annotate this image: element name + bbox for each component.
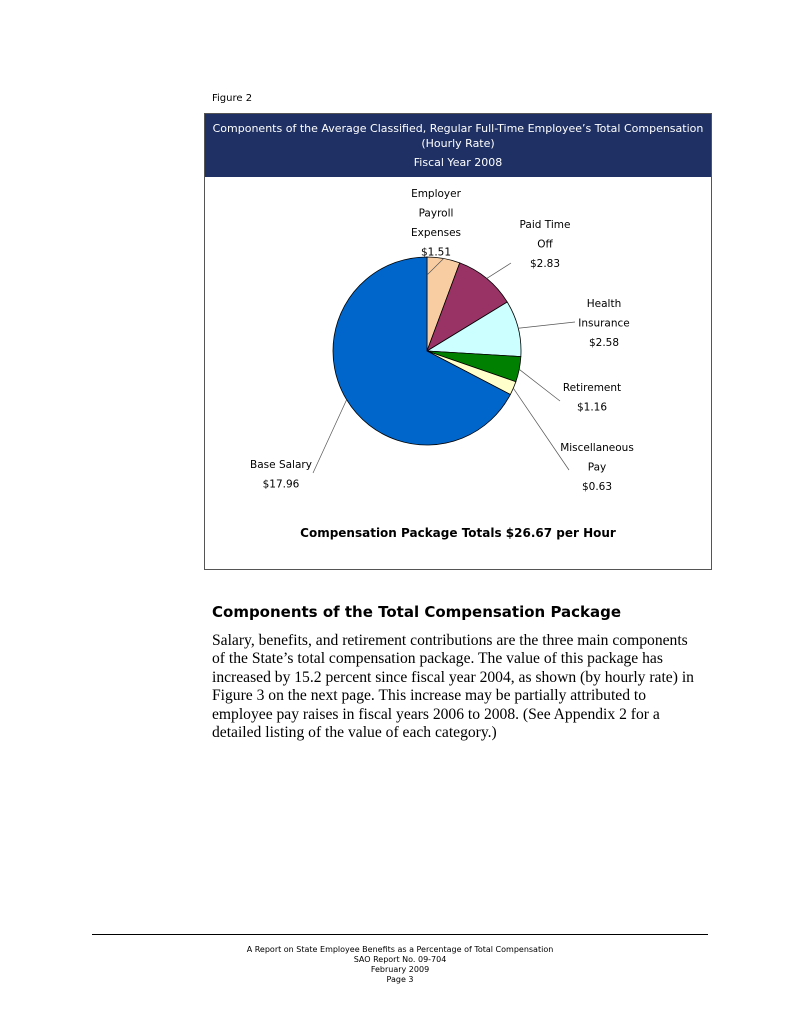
footer-page-number: Page 3 — [386, 975, 414, 984]
slice-value-label: $2.58 — [588, 337, 620, 349]
section-heading: Components of the Total Compensation Package — [212, 603, 622, 621]
leader-line — [487, 263, 511, 278]
slice-category-label: Expenses — [410, 227, 462, 239]
paragraph-line: increased by 15.2 percent since fiscal year 2004, as shown (by hourly rate) in — [212, 668, 694, 686]
paragraph-line: of the State’s total compensation package. The value of this package has — [212, 650, 663, 668]
slice-category-label: Miscellaneous — [560, 442, 634, 454]
figure-title-sub: (Hourly Rate) — [421, 137, 495, 150]
slice-category-label: Pay — [587, 461, 607, 474]
paragraph-line: Figure 3 on the next page. This increase may be partially attributed to — [212, 687, 647, 705]
slice-value-label: $0.63 — [581, 481, 613, 493]
paragraph-line: employee pay raises in fiscal years 2006 to 2008. (See Appendix 2 for a — [212, 705, 660, 723]
body-paragraph — [212, 632, 712, 742]
slice-value-label: $1.51 — [420, 246, 452, 259]
figure-box — [204, 113, 712, 570]
slice-value-label: $2.83 — [529, 258, 561, 270]
footer-rule — [92, 934, 708, 935]
paragraph-line: Salary, benefits, and retirement contributions are the three main components — [212, 632, 688, 649]
slice-category-label: Retirement — [562, 382, 622, 394]
figure-label: Figure 2 — [212, 93, 253, 104]
slice-value-label: $17.96 — [262, 478, 300, 491]
leader-line — [513, 388, 569, 470]
footer-date: February 2009 — [370, 965, 430, 974]
slice-category-label: Paid Time — [519, 219, 571, 231]
slice-category-label: Base Salary — [250, 459, 312, 471]
figure-title: Components of the Average Classified, Regular Full-Time Employee’s Total Compensation — [212, 122, 704, 135]
figure-subtitle: Fiscal Year 2008 — [413, 156, 503, 169]
leader-line — [519, 369, 560, 401]
slice-value-label: $1.16 — [576, 401, 608, 414]
page-footer — [0, 945, 800, 985]
slice-category-label: Off — [537, 238, 553, 251]
slice-category-label: Employer — [411, 188, 461, 200]
slice-category-label: Health — [586, 298, 622, 310]
footer-report-number: SAO Report No. 09-704 — [353, 955, 447, 964]
pie-chart — [205, 177, 711, 517]
figure-header — [205, 114, 711, 177]
compensation-total-note: Compensation Package Totals $26.67 per Hour — [300, 526, 616, 540]
slice-category-label: Payroll — [418, 207, 454, 220]
leader-line — [313, 400, 347, 473]
slice-category-label: Insurance — [578, 317, 630, 330]
paragraph-line: detailed listing of the value of each category.) — [212, 724, 497, 742]
leader-line — [518, 322, 575, 328]
footer-report-title: A Report on State Employee Benefits as a Percentage of Total Compensation — [246, 945, 554, 954]
